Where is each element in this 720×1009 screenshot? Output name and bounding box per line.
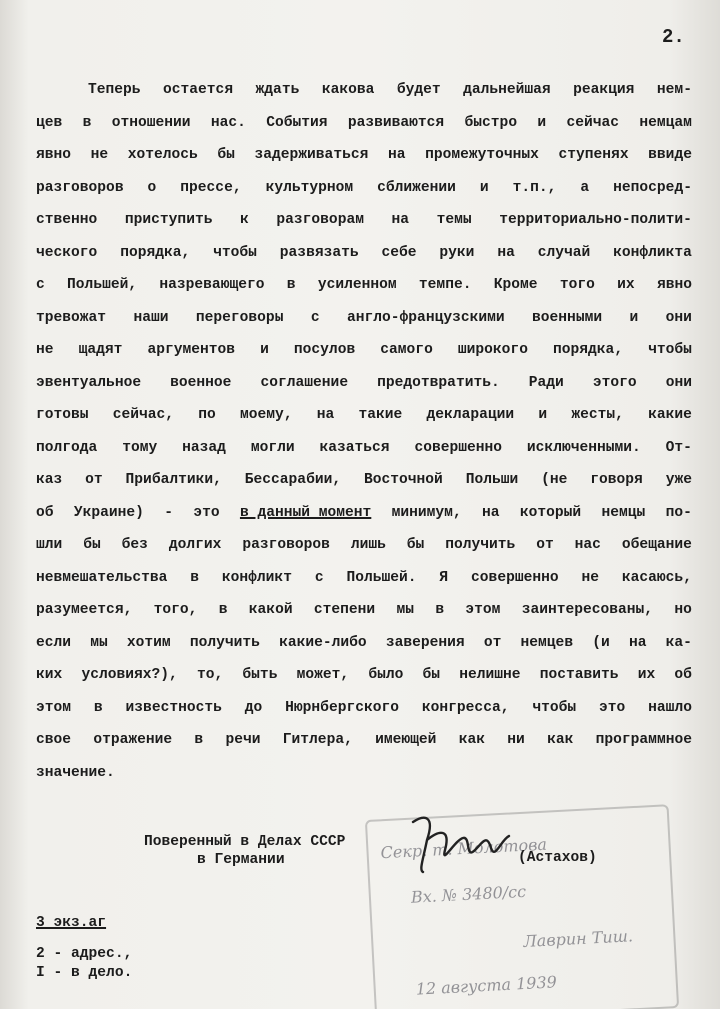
word: не	[90, 147, 109, 163]
word: говоря	[590, 472, 643, 488]
word: От-	[665, 439, 692, 456]
word: речи	[225, 732, 261, 748]
word: нашло	[648, 699, 692, 716]
text-line	[36, 172, 692, 205]
word: тому	[122, 439, 158, 456]
word: который	[519, 504, 582, 521]
stamp-line: Вх. № 3480/сс	[410, 881, 527, 907]
word: порядка,	[120, 244, 191, 261]
word: они	[665, 309, 692, 326]
word: заверения	[385, 634, 465, 651]
word: бы	[217, 147, 235, 163]
word: какие	[648, 407, 692, 423]
word: этом	[36, 699, 72, 716]
word: развязать	[279, 244, 359, 261]
word: казаться	[319, 439, 390, 456]
text-line	[36, 107, 692, 140]
word: какой	[248, 602, 293, 618]
word: нас.	[210, 114, 246, 131]
word: будет	[396, 82, 441, 98]
word: но	[674, 602, 692, 618]
word: развиваются	[347, 114, 445, 131]
word: усиленном	[317, 277, 397, 293]
word: известность	[125, 699, 222, 716]
word: нем-	[656, 82, 692, 98]
word: получить	[189, 634, 260, 651]
word: и	[260, 342, 269, 358]
word: по	[198, 407, 216, 423]
word: ка-	[665, 634, 692, 651]
word: аргументов	[147, 342, 236, 358]
word: в	[190, 569, 200, 586]
text-line: значение.	[36, 764, 115, 781]
word: может,	[296, 667, 350, 683]
word: сейчас,	[112, 407, 175, 423]
word: не	[36, 342, 54, 358]
word: это	[193, 504, 220, 521]
word: (не	[541, 472, 568, 488]
word: широкого	[457, 342, 528, 358]
word: наши	[133, 309, 169, 326]
word: получить	[445, 537, 516, 553]
word: того,	[153, 602, 198, 618]
word: прессе,	[180, 179, 242, 196]
word: немцев	[520, 634, 574, 651]
word: с	[310, 309, 320, 326]
word: т.п.,	[512, 179, 557, 196]
word: промежуточных	[425, 147, 539, 163]
word: на	[482, 504, 500, 521]
word: Я	[439, 569, 449, 586]
word: по-	[665, 504, 692, 521]
word: случай	[537, 244, 591, 261]
word: как	[458, 732, 485, 748]
word: имеющей	[375, 732, 437, 748]
word: их	[617, 277, 635, 293]
word: и	[479, 179, 489, 196]
text-line	[36, 724, 692, 757]
word: полгода	[36, 439, 98, 456]
word: свое	[36, 732, 72, 748]
text-line	[36, 464, 692, 497]
handwritten-signature	[405, 810, 515, 880]
word: приступить	[124, 212, 213, 228]
text-line	[36, 302, 692, 335]
word: конфликт	[221, 569, 292, 586]
word: щадят	[78, 342, 123, 358]
word: если	[36, 634, 72, 651]
word: шли	[36, 537, 63, 553]
stamp-line: Секр. т. Молотова	[380, 834, 548, 863]
word: невмешательства	[36, 569, 168, 586]
word: моему,	[240, 407, 293, 423]
signatory-name: (Астахов)	[518, 850, 597, 866]
underlined-phrase: в данный момент	[239, 504, 372, 521]
word: реакция	[573, 82, 635, 98]
text-line	[36, 432, 692, 465]
word: готовы	[36, 407, 89, 423]
word: Польшей.	[346, 569, 417, 586]
word: культурном	[265, 179, 354, 196]
word: военными	[532, 309, 603, 326]
word: военное	[170, 374, 232, 391]
word: условиях?),	[81, 667, 178, 683]
word: а	[580, 179, 590, 196]
word: руки	[439, 244, 475, 261]
word: хотелось	[127, 147, 198, 163]
word: уже	[665, 472, 692, 488]
word: быстро	[464, 114, 518, 131]
word: на	[497, 244, 515, 261]
distribution-1: 2 - адрес.,	[36, 946, 133, 962]
word: в	[82, 114, 92, 131]
word: чтобы	[532, 699, 577, 716]
word: Польши	[465, 472, 519, 488]
word: то,	[196, 667, 224, 683]
word: программное	[595, 732, 692, 748]
text-line	[36, 139, 692, 172]
word: чтобы	[648, 342, 692, 358]
word: и	[538, 407, 548, 423]
word: на	[387, 147, 406, 163]
word: ступенях	[558, 147, 629, 163]
word: остается	[163, 82, 234, 98]
word: цев	[36, 114, 63, 131]
word: какова	[321, 82, 375, 98]
word: жесты,	[571, 407, 624, 423]
word: порядка,	[553, 342, 624, 358]
word: сейчас	[566, 114, 620, 131]
word: минимум,	[391, 504, 462, 521]
word: в	[286, 277, 296, 293]
word: и	[537, 114, 547, 131]
text-line	[36, 399, 692, 432]
word: явно	[36, 147, 72, 163]
word: с	[36, 277, 45, 293]
word: было	[368, 667, 404, 683]
text-line	[36, 529, 692, 562]
word: заинтересованы,	[521, 602, 654, 618]
text-line	[36, 334, 692, 367]
word: эвентуальное	[36, 374, 142, 391]
word: какие-либо	[279, 634, 367, 651]
word: ждать	[255, 82, 300, 98]
word: предотвратить.	[377, 374, 500, 391]
word: -	[164, 504, 173, 521]
word: быть	[242, 667, 278, 683]
word: себе	[381, 244, 417, 261]
word: касаюсь,	[621, 569, 692, 586]
word: конгресса,	[421, 699, 510, 716]
word: переговоры	[195, 309, 284, 326]
word: декларации	[426, 407, 515, 423]
word: могли	[250, 439, 295, 456]
text-line	[36, 204, 692, 237]
word: совершенно	[414, 439, 503, 456]
stamp-line: 12 августа 1939	[415, 972, 558, 999]
word: в	[194, 732, 204, 748]
word: в	[93, 699, 103, 716]
word: от	[85, 472, 103, 488]
word: нелишне	[459, 667, 521, 683]
word: они	[665, 374, 692, 391]
text-line	[36, 237, 692, 270]
word: задерживаться	[254, 147, 369, 163]
word: не	[581, 569, 600, 586]
word: Польшей,	[67, 277, 138, 293]
text-line	[36, 269, 692, 302]
word: на	[628, 634, 647, 651]
word: лишь	[350, 537, 386, 553]
word: ственно	[36, 212, 98, 228]
word: конфликта	[613, 244, 692, 261]
word: такие	[358, 407, 403, 423]
word: чтобы	[213, 244, 257, 261]
word: соглашение	[260, 374, 349, 391]
word: ких	[36, 667, 63, 683]
word: темпе.	[418, 277, 472, 293]
word: отношении	[111, 114, 191, 131]
page-number: 2.	[662, 26, 685, 48]
word: без	[121, 537, 148, 553]
word: бы	[406, 537, 425, 553]
word: разговоров	[242, 537, 330, 553]
word: обещание	[621, 537, 692, 553]
word: как	[547, 732, 574, 748]
word: долгих	[168, 537, 222, 553]
word: темы	[436, 212, 472, 228]
word: Украине)	[73, 504, 144, 521]
word: бы	[83, 537, 101, 553]
word: ввиде	[648, 147, 692, 163]
word: территориально-полити-	[499, 212, 692, 228]
word: дальнейшая	[463, 82, 551, 98]
word: степени	[313, 602, 376, 618]
word: Теперь	[88, 82, 141, 98]
word: с	[314, 569, 324, 586]
word: это	[599, 699, 626, 716]
word: мы	[90, 634, 108, 651]
word: об	[674, 667, 692, 683]
word: разумеется,	[36, 602, 133, 618]
word: Бессарабии,	[244, 472, 342, 488]
word: исключенными.	[526, 439, 641, 456]
word: в	[435, 602, 445, 618]
text-line	[36, 74, 692, 107]
word: немцы	[601, 504, 646, 521]
word: Нюрнбергского	[285, 699, 400, 716]
text-line	[36, 594, 692, 627]
signatory-title-1: Поверенный в Делах СССР	[144, 834, 346, 850]
word: Кроме	[493, 277, 538, 293]
letter-body	[36, 74, 692, 789]
word: англо-французскими	[347, 309, 505, 326]
word: назревающего	[159, 277, 265, 293]
word: и	[629, 309, 639, 326]
word: этом	[465, 602, 501, 618]
word: самого	[380, 342, 433, 358]
word: нас	[574, 537, 601, 553]
word: об	[36, 504, 54, 521]
text-line	[36, 627, 692, 660]
word: назад	[182, 439, 226, 456]
word: Восточной	[363, 472, 443, 488]
word: поставить	[539, 667, 619, 683]
text-line	[36, 659, 692, 692]
word: этого	[592, 374, 637, 391]
word: разговоров	[36, 179, 124, 196]
word: хотим	[126, 634, 171, 651]
distribution-2: I - в дело.	[36, 965, 133, 981]
word: События	[266, 114, 328, 131]
word: тревожат	[36, 309, 107, 326]
word: посулов	[293, 342, 356, 358]
word: каз	[36, 472, 63, 488]
word: разговорам	[276, 212, 364, 228]
word: отражение	[93, 732, 173, 748]
word: Гитлера,	[282, 732, 353, 748]
text-line	[36, 692, 692, 725]
word: немцам	[639, 114, 692, 131]
word: ни	[507, 732, 525, 748]
word: сближении	[377, 179, 456, 196]
word: бы	[422, 667, 441, 683]
word: к	[240, 212, 249, 228]
text-line	[36, 367, 692, 400]
word: от	[483, 634, 502, 651]
word: Прибалтики,	[125, 472, 222, 488]
word: до	[244, 699, 263, 716]
word: о	[147, 179, 157, 196]
word: Ради	[528, 374, 564, 391]
word: того	[559, 277, 595, 293]
stamp-line: Лаврин Тиш.	[522, 926, 634, 951]
word: в	[218, 602, 228, 618]
word: явно	[656, 277, 692, 293]
word: на	[316, 407, 335, 423]
word: мы	[396, 602, 415, 618]
word: их	[637, 667, 656, 683]
word: непосред-	[613, 179, 692, 196]
word: ческого	[36, 244, 98, 261]
word: от	[536, 537, 554, 553]
word: совершенно	[471, 569, 559, 586]
copies-count: 3 экз.аг	[36, 915, 107, 931]
signatory-title-2: в Германии	[197, 852, 285, 868]
word: (и	[592, 634, 610, 651]
text-line	[36, 562, 692, 595]
text-line	[36, 497, 692, 530]
word: на	[391, 212, 410, 228]
